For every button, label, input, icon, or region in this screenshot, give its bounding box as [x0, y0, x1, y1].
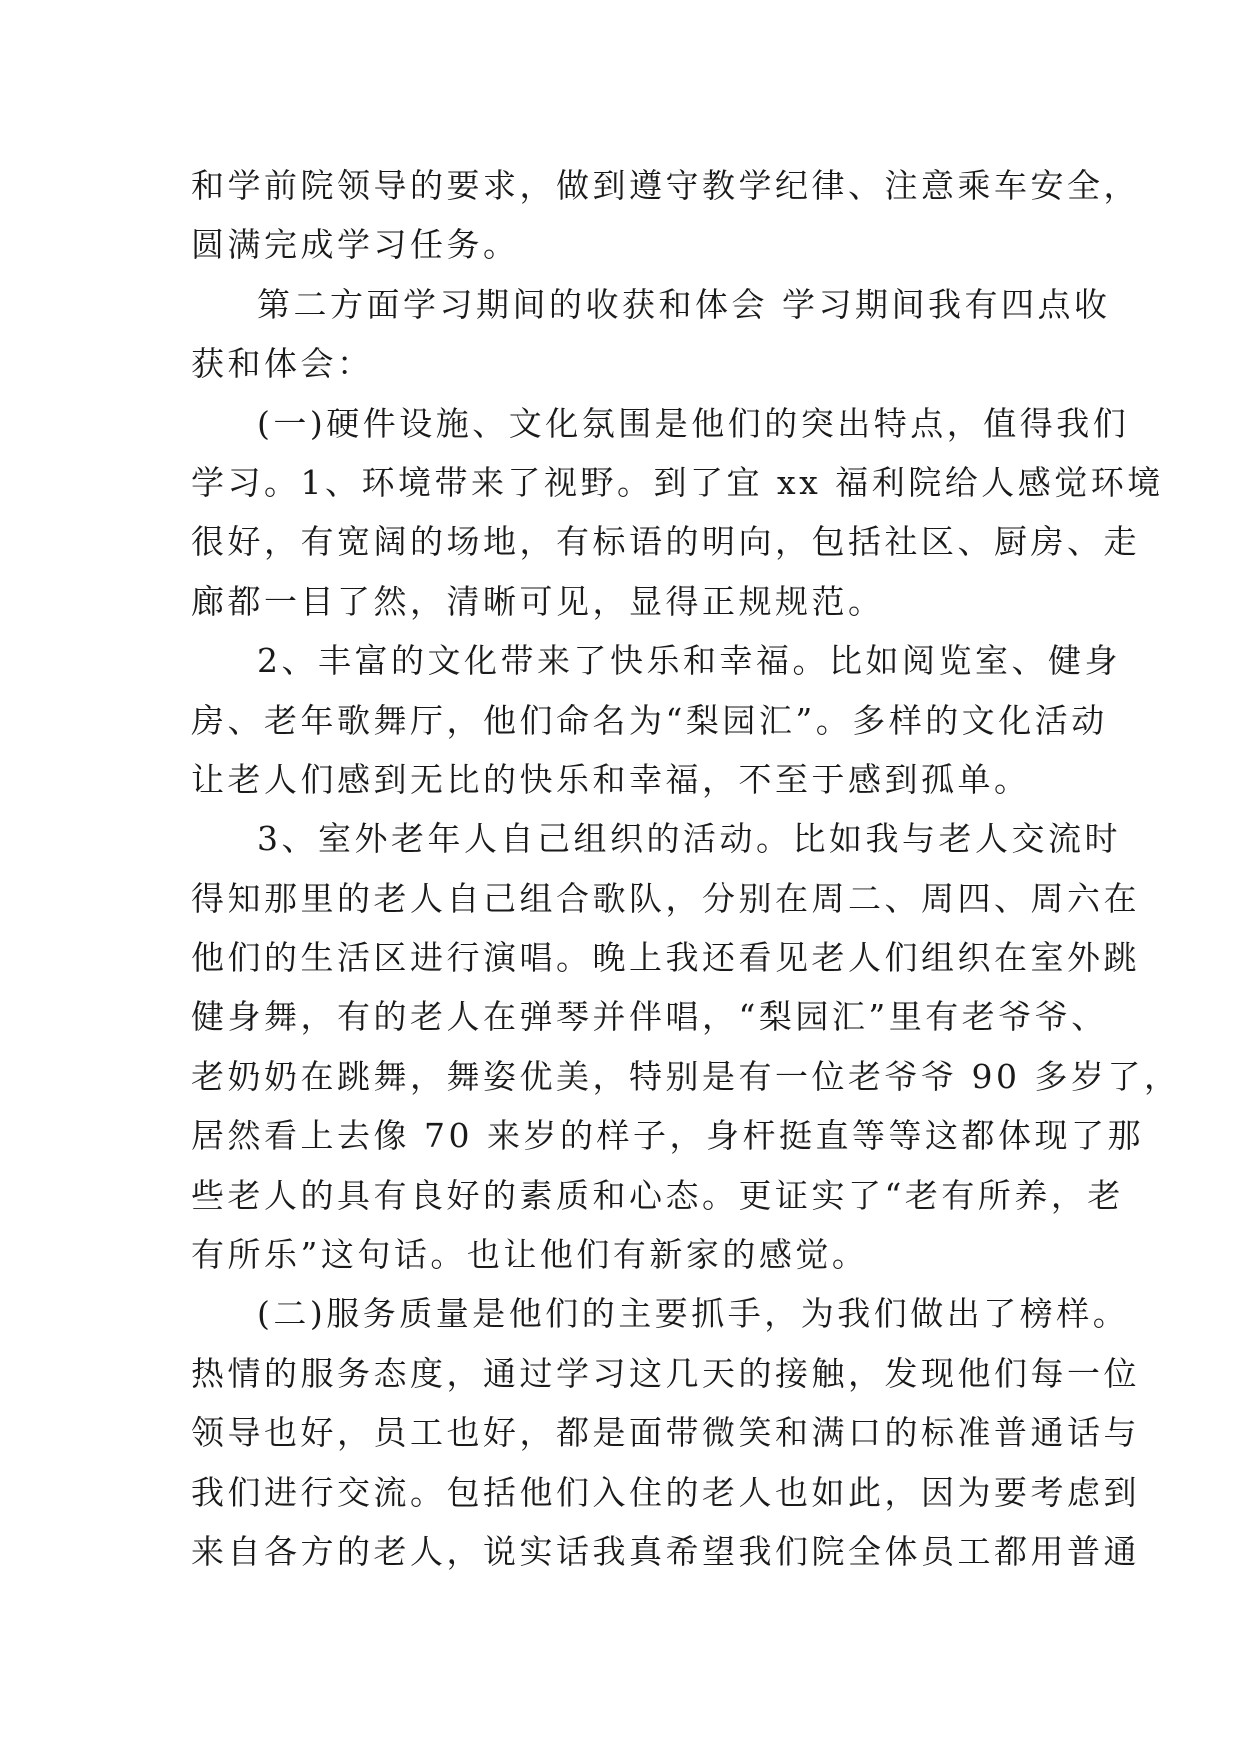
text-line: 廊都一目了然，清晰可见，显得正规规范。: [191, 581, 885, 621]
text-line: 房、老年歌舞厅，他们命名为“梨园汇”。多样的文化活动: [191, 700, 1108, 740]
text-line: 些老人的具有良好的素质和心态。更证实了“老有所养，老: [191, 1175, 1124, 1215]
text-line: 他们的生活区进行演唱。晚上我还看见老人们组织在室外跳: [191, 938, 1140, 978]
text-line: 获和体会：: [191, 344, 374, 384]
text-line: 居然看上去像 70 来岁的样子，身杆挺直等等这都体现了那: [191, 1116, 1144, 1156]
text-line: 我们进行交流。包括他们入住的老人也如此，因为要考虑到: [191, 1472, 1140, 1512]
text-line: 老奶奶在跳舞，舞姿优美，特别是有一位老爷爷 90 多岁了，: [191, 1056, 1181, 1096]
text-line: (一)硬件设施、文化氛围是他们的突出特点，值得我们: [257, 403, 1130, 443]
text-line: 让老人们感到无比的快乐和幸福，不至于感到孤单。: [191, 759, 1031, 799]
text-line: 学习。1、环境带来了视野。到了宜 xx 福利院给人感觉环境: [191, 462, 1164, 502]
text-line: (二)服务质量是他们的主要抓手，为我们做出了榜样。: [257, 1294, 1130, 1334]
text-line: 很好，有宽阔的场地，有标语的明向，包括社区、厨房、走: [191, 522, 1140, 562]
text-line: 健身舞，有的老人在弹琴并伴唱，“梨园汇”里有老爷爷、: [191, 997, 1108, 1037]
text-line: 领导也好，员工也好，都是面带微笑和满口的标准普通话与: [191, 1413, 1140, 1453]
text-line: 3、室外老年人自己组织的活动。比如我与老人交流时: [257, 819, 1121, 859]
text-line: 和学前院领导的要求，做到遵守教学纪律、注意乘车安全，: [191, 166, 1140, 205]
document-body: [191, 156, 1181, 1581]
text-line: 来自各方的老人，说实话我真希望我们院全体员工都用普通: [191, 1531, 1140, 1571]
text-line: 热情的服务态度，通过学习这几天的接触，发现他们每一位: [191, 1353, 1140, 1393]
text-line: 圆满完成学习任务。: [191, 225, 520, 265]
text-line: 有所乐”这句话。也让他们有新家的感觉。: [191, 1235, 869, 1275]
text-line: 第二方面学习期间的收获和体会 学习期间我有四点收: [257, 284, 1111, 324]
text-line: 得知那里的老人自己组合歌队，分别在周二、周四、周六在: [191, 878, 1140, 918]
text-line: 2、丰富的文化带来了快乐和幸福。比如阅览室、健身: [257, 641, 1121, 681]
